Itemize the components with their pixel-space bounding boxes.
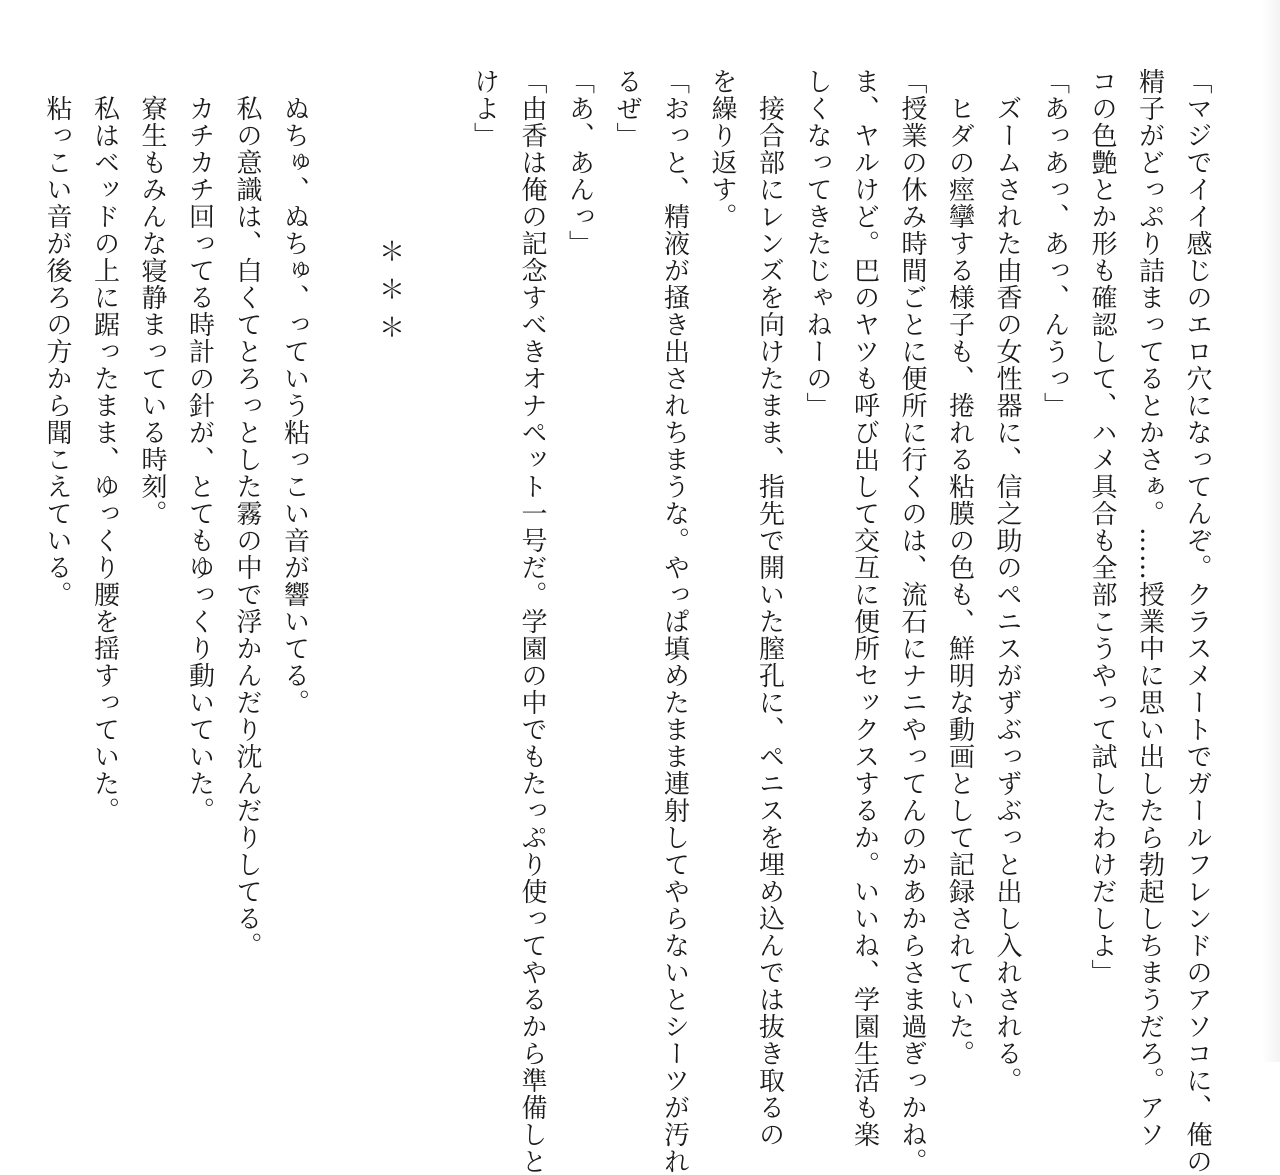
text-line: 接合部にレンズを向けたまま、指先で開いた膣孔に、ペニスを埋め込んでは抜き取るの (754, 68, 785, 1148)
text-line: 粘っこい音が後ろの方から聞こえている。 (42, 68, 72, 608)
text-line: 私の意識は、白くてとろっとした霧の中で浮かんだり沈んだりしてる。 (232, 68, 262, 959)
text-line: 「あ、あんっ」 (564, 68, 595, 257)
text-line: 寮生もみんな寝静まっている時刻。 (137, 68, 167, 527)
text-line: 精子がどっぷり詰まってるとかさぁ。……授業中に思い出したら勃起しちまうだろ。アソ (1134, 68, 1165, 1148)
scene-separator: ＊＊＊ (374, 238, 405, 352)
blank-line (413, 68, 461, 1028)
text-line: 私はベッドの上に踞ったまま、ゆっくり腰を揺すっていた。 (89, 68, 120, 824)
blank-line (318, 68, 366, 1028)
text-line: ズームされた由香の女性器に、信之助のペニスがずぶっずぶっと出し入れされる。 (992, 68, 1022, 1094)
page-edge (1262, 0, 1280, 1062)
text-line: カチカチ回ってる時計の針が、とてもゆっくり動いていた。 (184, 68, 215, 824)
text-line: 「マジでイイ感じのエロ穴になってんぞ。クラスメートでガールフレンドのアソコに、俺の (1182, 68, 1212, 1175)
text-line: 「由香は俺の記念すべきオナペット一号だ。学園の中でもたっぷり使ってやるから準備しと (517, 68, 547, 1175)
text-line: 「授業の休み時間ごとに便所に行くのは、流石にナニやってんのかあからさま過ぎっかね。 (897, 68, 927, 1175)
vertical-text-body (40, 68, 1220, 1175)
text-line: ヒダの痙攣する様子も、捲れる粘膜の色も、鮮明な動画として記録されていた。 (944, 68, 975, 1067)
text-line: を繰り返す。 (707, 68, 737, 230)
text-line: けよ」 (469, 68, 500, 149)
text-line: ぬちゅ、ぬちゅ、っていう粘っこい音が響いてる。 (279, 68, 310, 716)
text-line: 「おっと、精液が掻き出されちまうな。やっぱ填めたまま連射してやらないとシーツが汚れ (659, 68, 690, 1175)
text-line: コの色艶とか形も確認して、ハメ具合も全部こうやって試したわけだしよ」 (1087, 68, 1117, 986)
text-line: 「あっあっ、あっ、んうっ」 (1039, 68, 1070, 419)
text-line: しくなってきたじゃねーの」 (802, 68, 832, 419)
text-line: るぜ」 (612, 68, 642, 149)
text-line: ま、ヤルけど。巴のヤツも呼び出して交互に便所セックスするか。いいね、学園生活も楽 (849, 68, 880, 1148)
